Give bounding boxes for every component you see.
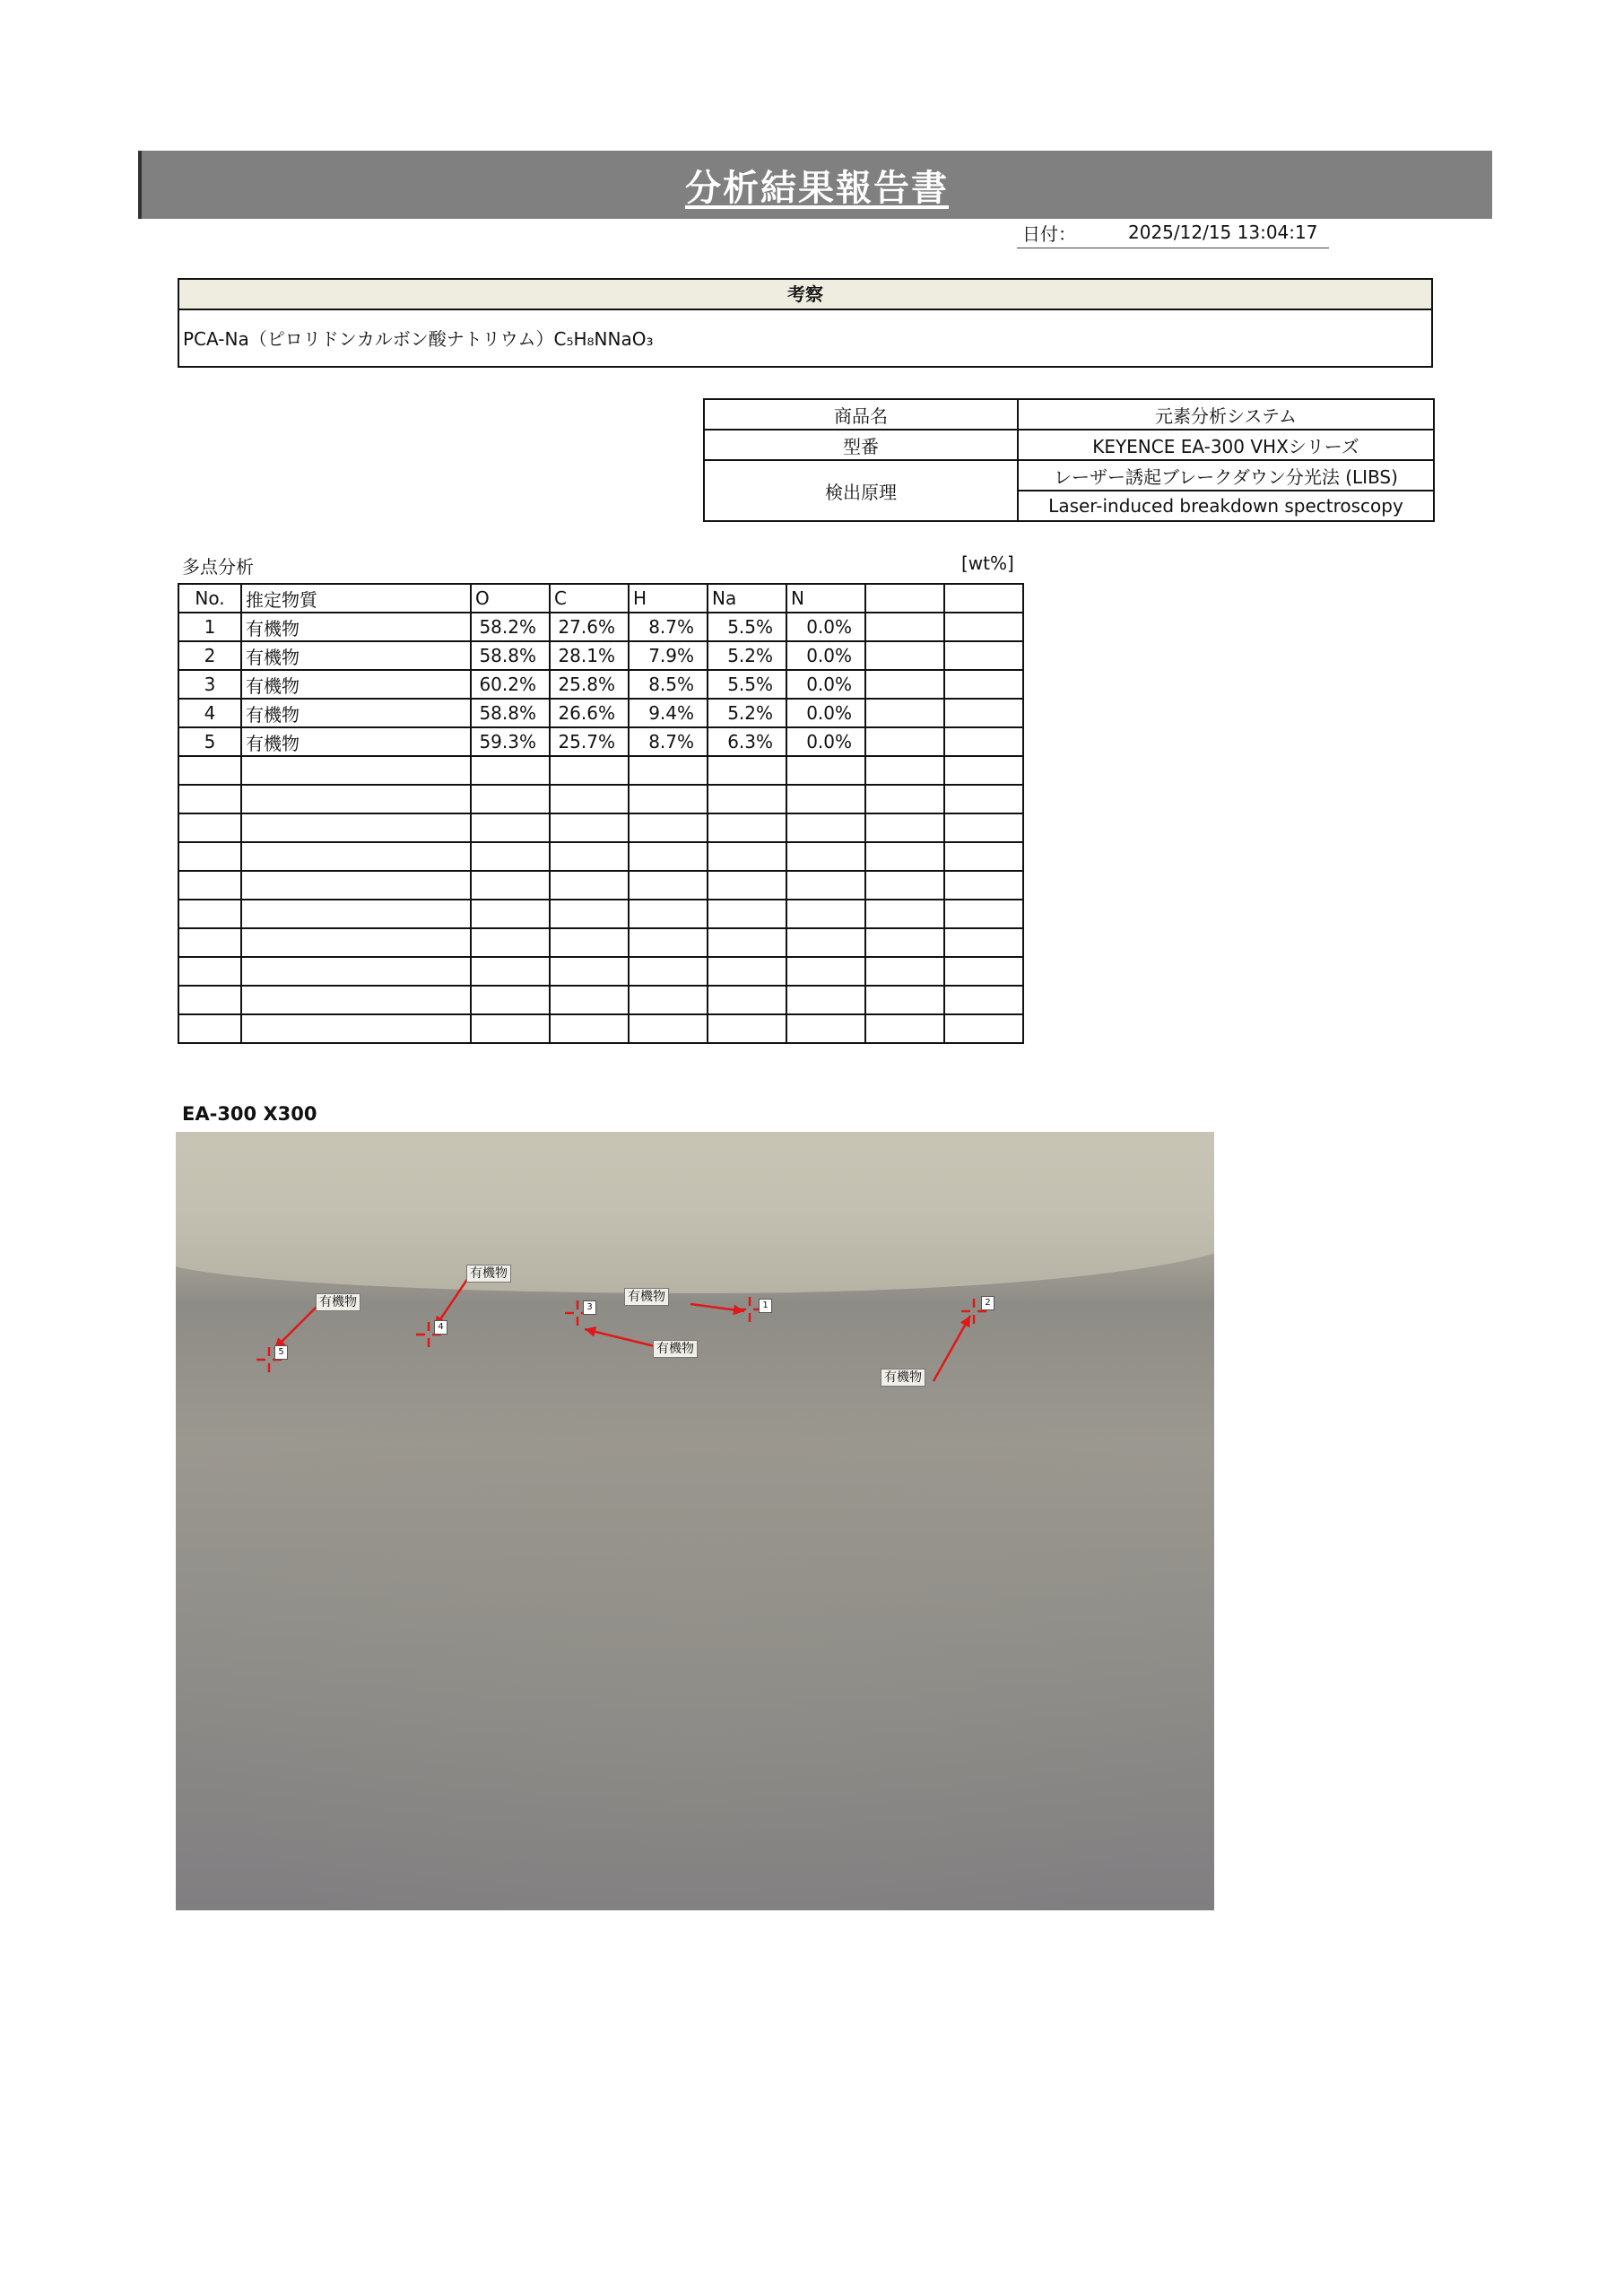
cell-empty (471, 957, 550, 986)
cell-empty (708, 986, 786, 1014)
cell-empty (865, 957, 944, 986)
product-name-value: 元素分析システム (1018, 399, 1434, 430)
cell-empty (865, 842, 944, 871)
date-value: 2025/12/15 13:04:17 (1128, 222, 1318, 243)
cell-empty (865, 727, 944, 756)
cell-no: 2 (178, 641, 241, 670)
cell-empty (471, 756, 550, 785)
cell-empty (471, 928, 550, 957)
cell-empty (178, 928, 241, 957)
cell-empty (241, 842, 471, 871)
cell-empty (865, 699, 944, 727)
image-caption: EA-300 X300 (182, 1103, 317, 1125)
cell-substance: 有機物 (241, 699, 471, 727)
cell-empty (944, 842, 1023, 871)
cell-na: 6.3% (708, 727, 786, 756)
table-row-empty (178, 756, 1023, 785)
table-row-empty (178, 986, 1023, 1014)
cell-n: 0.0% (786, 641, 865, 670)
cell-empty (471, 785, 550, 813)
cell-c: 27.6% (550, 613, 629, 641)
cell-o: 60.2% (471, 670, 550, 699)
cell-empty (944, 813, 1023, 842)
point-label-5: 有機物 (316, 1293, 360, 1311)
cell-empty (708, 928, 786, 957)
cell-empty (865, 613, 944, 641)
table-row-empty (178, 957, 1023, 986)
point-number-5: 5 (274, 1345, 288, 1360)
cell-empty (944, 785, 1023, 813)
point-number-4: 4 (434, 1320, 447, 1335)
table-row-empty (178, 842, 1023, 871)
cell-no: 4 (178, 699, 241, 727)
analysis-label: 多点分析 (182, 556, 254, 578)
cell-empty (241, 785, 471, 813)
cell-empty (786, 900, 865, 928)
cell-empty (944, 986, 1023, 1014)
cell-empty (865, 670, 944, 699)
cell-o: 58.2% (471, 613, 550, 641)
consideration-box (178, 278, 1433, 368)
col-header (865, 584, 944, 613)
cell-empty (241, 928, 471, 957)
table-row (178, 641, 1023, 670)
cell-empty (786, 813, 865, 842)
cell-o: 59.3% (471, 727, 550, 756)
model-value: KEYENCE EA-300 VHXシリーズ (1018, 430, 1434, 460)
cell-empty (471, 986, 550, 1014)
cell-empty (629, 900, 708, 928)
cell-empty (865, 785, 944, 813)
cell-empty (178, 900, 241, 928)
cell-empty (944, 670, 1023, 699)
cell-o: 58.8% (471, 641, 550, 670)
cell-empty (865, 813, 944, 842)
consideration-text: PCA-Na（ピロリドンカルボン酸ナトリウム）C₅H₈NNaO₃ (183, 328, 654, 350)
cell-empty (178, 756, 241, 785)
analysis-table (178, 583, 1024, 1044)
cell-empty (944, 727, 1023, 756)
table-row-empty (178, 900, 1023, 928)
cell-empty (944, 900, 1023, 928)
cell-n: 0.0% (786, 670, 865, 699)
col-header: O (471, 584, 550, 613)
table-header-row (178, 584, 1023, 613)
table-row-empty (178, 928, 1023, 957)
cell-empty (708, 900, 786, 928)
cell-c: 26.6% (550, 699, 629, 727)
cell-empty (708, 756, 786, 785)
page-title: 分析結果報告書 (685, 167, 949, 209)
point-label-1: 有機物 (624, 1288, 669, 1306)
cell-no: 3 (178, 670, 241, 699)
cell-empty (629, 842, 708, 871)
col-header: 推定物質 (241, 584, 471, 613)
cell-empty (550, 986, 629, 1014)
cell-empty (708, 785, 786, 813)
table-row (178, 613, 1023, 641)
table-row (704, 399, 1434, 430)
cell-empty (944, 699, 1023, 727)
cell-empty (550, 900, 629, 928)
date-row (1017, 217, 1329, 248)
point-number-3: 3 (583, 1300, 596, 1315)
point-label-2: 有機物 (881, 1369, 925, 1387)
title-bar (138, 151, 1492, 219)
col-header: C (550, 584, 629, 613)
cell-na: 5.2% (708, 699, 786, 727)
cell-empty (629, 785, 708, 813)
arrowhead-3 (585, 1326, 596, 1337)
annotation-layer (176, 1132, 1214, 1910)
cell-substance: 有機物 (241, 613, 471, 641)
cell-empty (786, 957, 865, 986)
cell-empty (550, 928, 629, 957)
cell-empty (786, 871, 865, 900)
cell-empty (178, 813, 241, 842)
cell-empty (786, 785, 865, 813)
cell-empty (865, 1014, 944, 1043)
principle-value-ja: レーザー誘起ブレークダウン分光法 (LIBS) (1018, 460, 1434, 491)
cell-empty (241, 1014, 471, 1043)
cell-empty (629, 756, 708, 785)
cell-c: 25.8% (550, 670, 629, 699)
cell-h: 9.4% (629, 699, 708, 727)
cell-empty (550, 1014, 629, 1043)
cell-empty (786, 1014, 865, 1043)
cell-substance: 有機物 (241, 670, 471, 699)
cell-empty (708, 1014, 786, 1043)
cell-empty (944, 641, 1023, 670)
cell-empty (550, 871, 629, 900)
cell-empty (471, 871, 550, 900)
cell-empty (629, 986, 708, 1014)
cell-h: 8.7% (629, 727, 708, 756)
cell-empty (178, 957, 241, 986)
micrograph-image (176, 1132, 1214, 1910)
cell-empty (865, 986, 944, 1014)
cell-empty (708, 813, 786, 842)
cell-na: 5.5% (708, 613, 786, 641)
col-header: No. (178, 584, 241, 613)
cell-o: 58.8% (471, 699, 550, 727)
cell-empty (241, 986, 471, 1014)
cell-empty (629, 1014, 708, 1043)
cell-c: 28.1% (550, 641, 629, 670)
cell-empty (241, 756, 471, 785)
cell-empty (629, 871, 708, 900)
cell-empty (550, 756, 629, 785)
cell-empty (786, 756, 865, 785)
unit-label: [wt%] (961, 552, 1014, 574)
col-header: N (786, 584, 865, 613)
cell-empty (629, 928, 708, 957)
cell-empty (178, 986, 241, 1014)
arrow-3 (585, 1329, 658, 1347)
cell-empty (241, 957, 471, 986)
cell-empty (629, 957, 708, 986)
cell-empty (944, 613, 1023, 641)
cell-empty (629, 813, 708, 842)
cell-empty (865, 641, 944, 670)
table-row (178, 699, 1023, 727)
cell-n: 0.0% (786, 699, 865, 727)
cell-substance: 有機物 (241, 727, 471, 756)
cell-empty (944, 928, 1023, 957)
arrow-2 (934, 1316, 970, 1381)
col-header (944, 584, 1023, 613)
model-label: 型番 (704, 430, 1018, 460)
col-header: Na (708, 584, 786, 613)
point-number-2: 2 (981, 1296, 994, 1310)
cell-empty (178, 1014, 241, 1043)
analysis-body (178, 613, 1023, 1043)
cell-empty (786, 928, 865, 957)
col-header: H (629, 584, 708, 613)
cell-empty (471, 842, 550, 871)
product-name-label: 商品名 (704, 399, 1018, 430)
cell-n: 0.0% (786, 613, 865, 641)
cell-empty (865, 928, 944, 957)
cell-empty (708, 957, 786, 986)
cell-empty (865, 756, 944, 785)
cell-no: 5 (178, 727, 241, 756)
principle-value-en: Laser-induced breakdown spectroscopy (1018, 491, 1434, 521)
cell-empty (241, 813, 471, 842)
cell-empty (550, 813, 629, 842)
table-row (178, 727, 1023, 756)
date-label: 日付： (1022, 222, 1076, 245)
table-row-empty (178, 813, 1023, 842)
principle-label: 検出原理 (704, 460, 1018, 521)
cell-empty (865, 871, 944, 900)
cell-empty (471, 813, 550, 842)
cell-empty (471, 1014, 550, 1043)
cell-empty (944, 756, 1023, 785)
cell-c: 25.7% (550, 727, 629, 756)
cell-empty (178, 842, 241, 871)
cell-empty (708, 842, 786, 871)
cell-empty (550, 957, 629, 986)
table-row-empty (178, 871, 1023, 900)
cell-n: 0.0% (786, 727, 865, 756)
cell-empty (241, 900, 471, 928)
consideration-heading: 考察 (179, 280, 1431, 310)
cell-empty (471, 900, 550, 928)
cell-h: 8.5% (629, 670, 708, 699)
table-row (704, 460, 1434, 491)
cell-empty (550, 785, 629, 813)
cell-empty (786, 842, 865, 871)
cell-empty (708, 871, 786, 900)
cell-empty (944, 871, 1023, 900)
cell-empty (786, 986, 865, 1014)
cell-h: 7.9% (629, 641, 708, 670)
cell-empty (944, 1014, 1023, 1043)
table-row (704, 430, 1434, 460)
table-row-empty (178, 785, 1023, 813)
point-label-4: 有機物 (466, 1265, 511, 1283)
cell-empty (865, 900, 944, 928)
cell-substance: 有機物 (241, 641, 471, 670)
table-row (178, 670, 1023, 699)
point-number-1: 1 (759, 1299, 772, 1313)
cell-na: 5.5% (708, 670, 786, 699)
cell-empty (241, 871, 471, 900)
cell-empty (178, 871, 241, 900)
cell-empty (178, 785, 241, 813)
cell-no: 1 (178, 613, 241, 641)
table-row-empty (178, 1014, 1023, 1043)
cell-na: 5.2% (708, 641, 786, 670)
cell-h: 8.7% (629, 613, 708, 641)
point-label-3: 有機物 (653, 1340, 698, 1358)
cell-empty (550, 842, 629, 871)
cell-empty (944, 957, 1023, 986)
product-table (703, 398, 1435, 522)
